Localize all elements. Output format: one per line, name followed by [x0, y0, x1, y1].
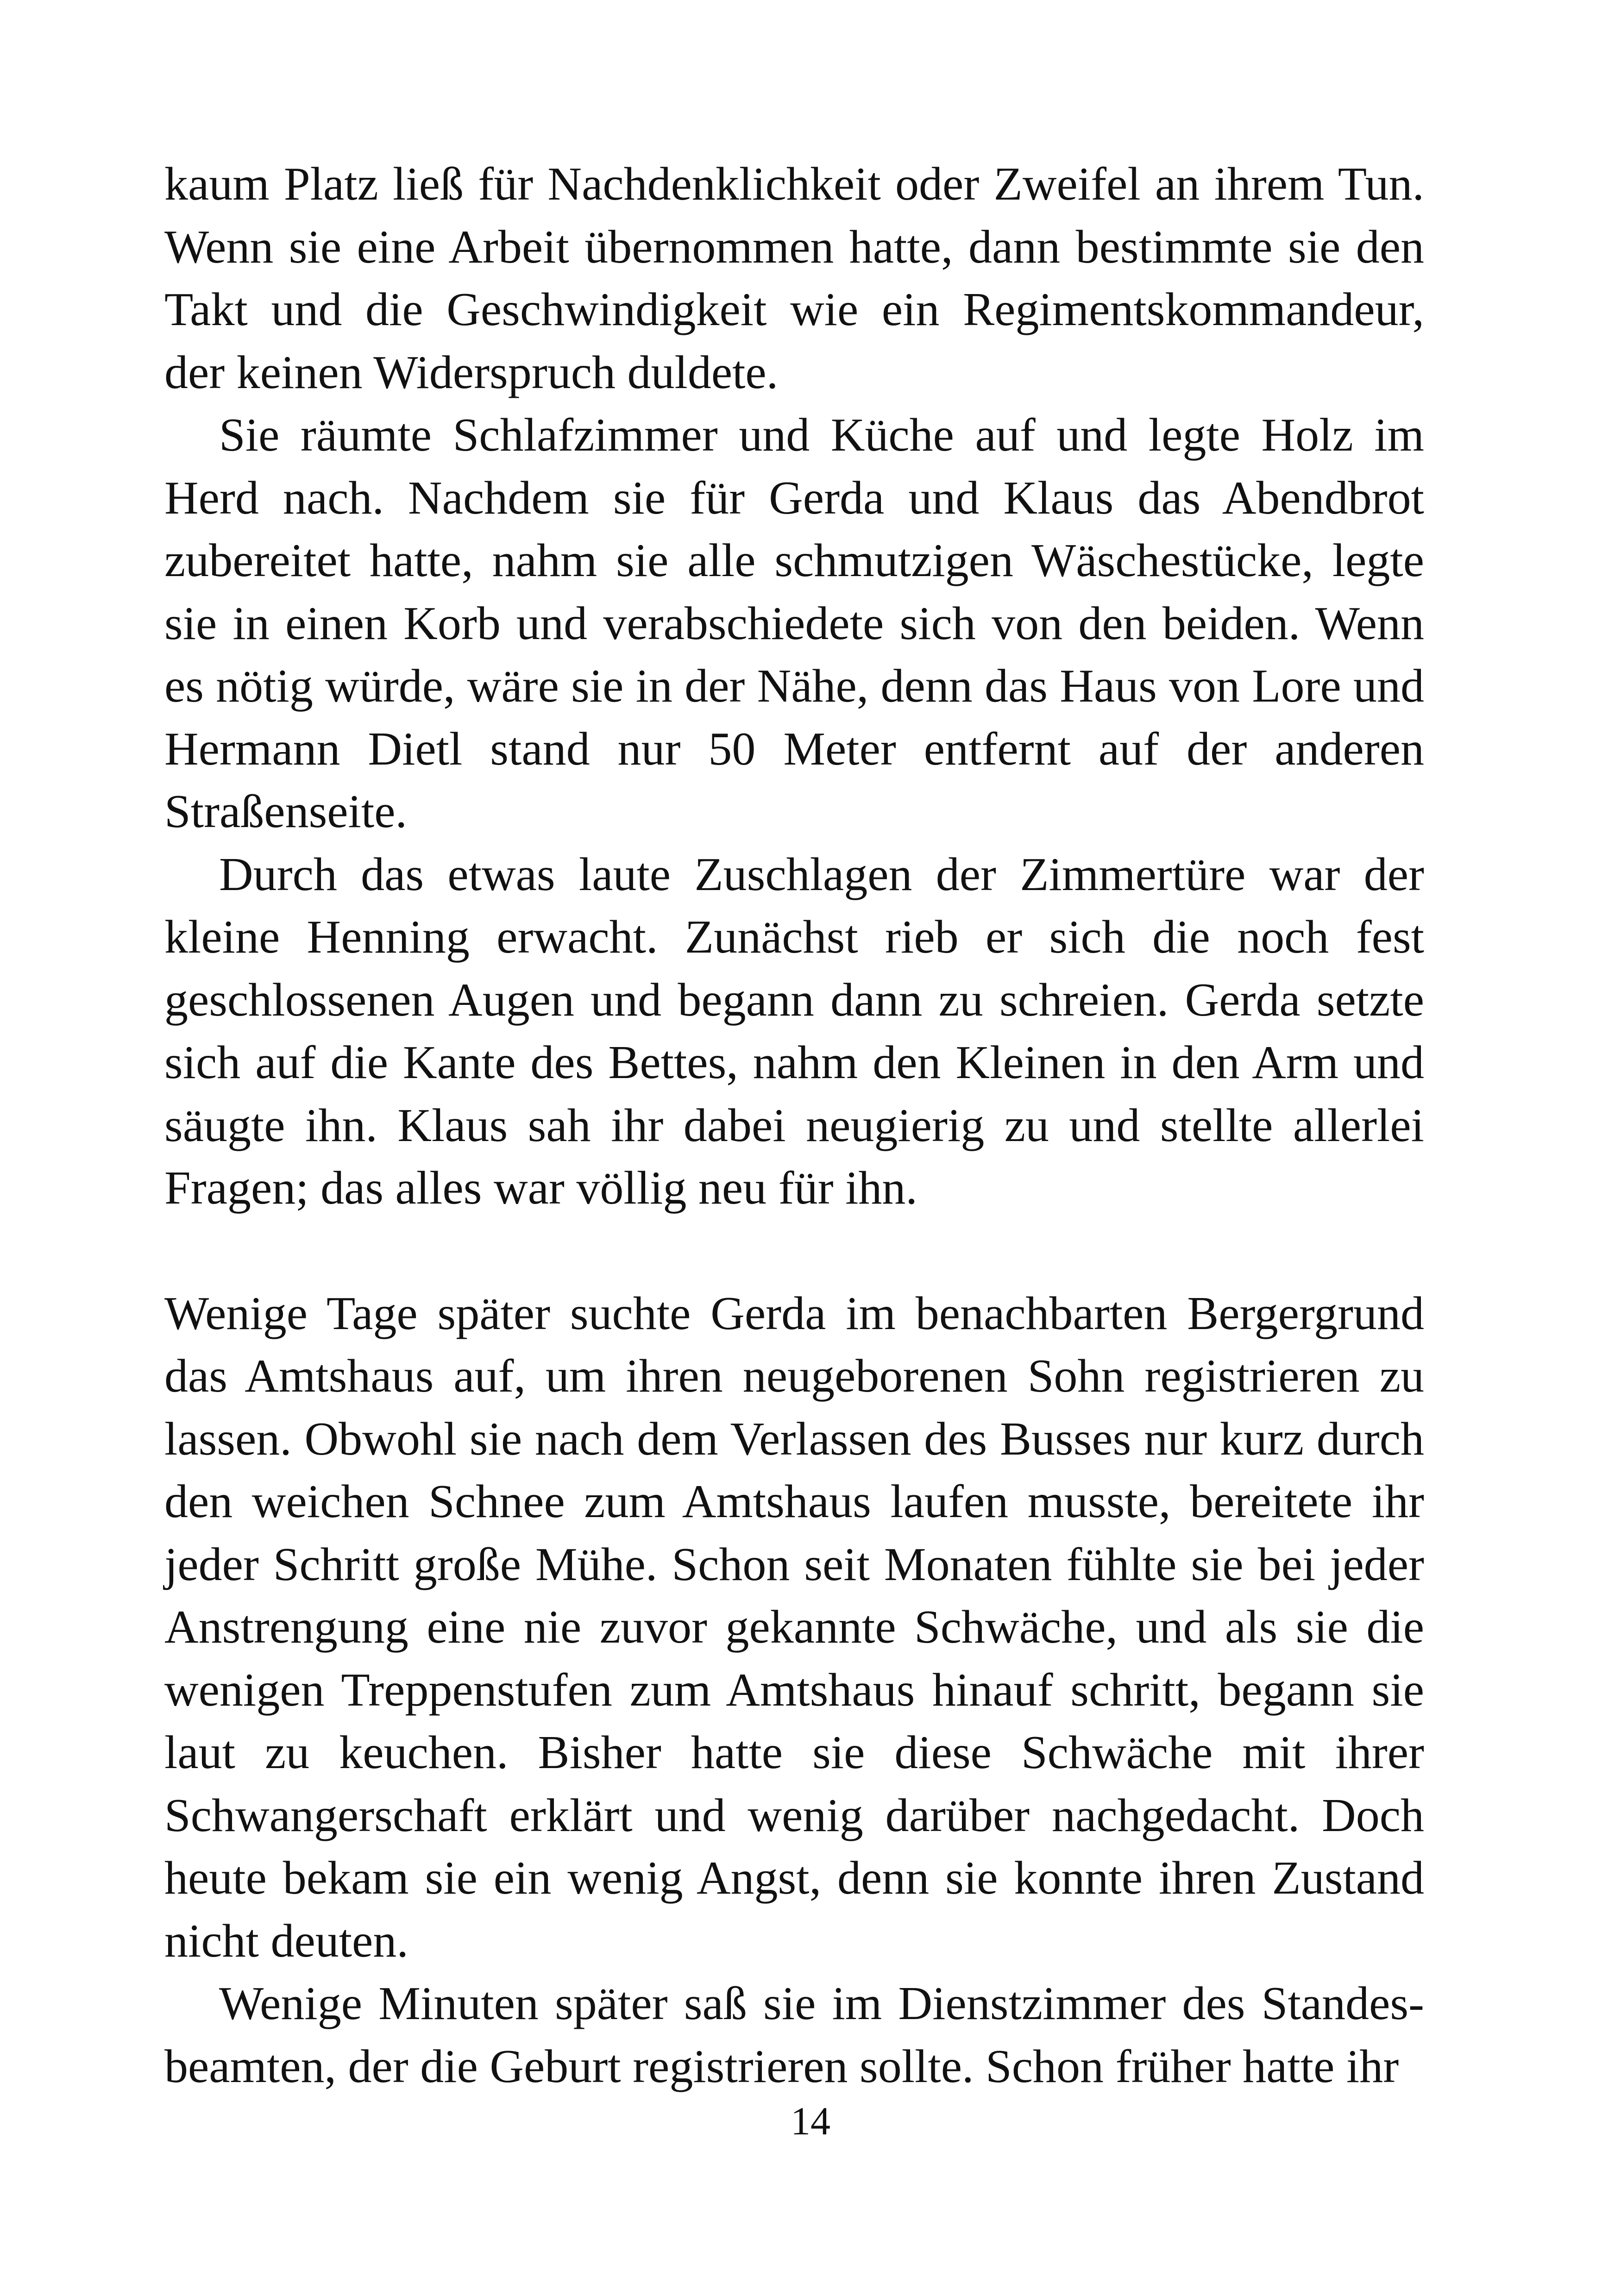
body-text [164, 153, 1424, 2098]
paragraph-section-start: Wenige Tage später suchte Gerda im benachbarten Bergergrund das Amtshaus auf, um ihren neugeborenen Sohn registrieren zu lassen. Obwohl sie nach dem Verlassen des Busses nur kurz durch den weichen Schnee zum Amtshaus laufen musste, bereitete ihr jeder Schritt große Mühe. Schon seit Monaten fühlte sie bei jeder Anstrengung eine nie zuvor gekannte Schwäche, und als sie die wenigen Treppenstufen zum Amtshaus hinauf schritt, begann sie laut zu keuchen. Bisher hatte sie diese Schwäche mit ihrer Schwangerschaft erklärt und wenig darüber nachgedacht. Doch heute bekam sie ein wenig Angst, denn sie konnte ihren Zustand nicht deuten. [164, 1287, 1424, 1967]
paragraph-continued: kaum Platz ließ für Nachdenklichkeit oder Zweifel an ihrem Tun. Wenn sie eine Arbeit übernommen hatte, dann bestimmte sie den Takt und die Geschwindigkeit wie ein Regimentskommandeur, der keinen Widerspruch duldete. [164, 158, 1424, 399]
paragraph: Wenige Minuten später saß sie im Dienstzimmer des Standesbeamten, der die Geburt registrieren sollte. Schon früher hatte ihr [164, 1977, 1424, 2093]
paragraph: Sie räumte Schlafzimmer und Küche auf und legte Holz im Herd nach. Nachdem sie für Gerda und Klaus das Abendbrot zubereitet hatte, nahm sie alle schmutzigen Wäschestücke, legte sie in einen Korb und verabschiedete sich von den beiden. Wenn es nötig würde, wäre sie in der Nähe, denn das Haus von Lore und Hermann Dietl stand nur 50 Meter entfernt auf der anderen Straßenseite. [164, 409, 1424, 838]
page-number: 14 [791, 2099, 830, 2143]
paragraph: Durch das etwas laute Zuschlagen der Zimmertüre war der kleine Henning erwacht. Zunächst rieb er sich die noch fest geschlossenen Augen und begann dann zu schreien. Gerda setzte sich auf die Kante des Bettes, nahm den Kleinen in den Arm und säugte ihn. Klaus sah ihr dabei neugierig zu und stellte allerlei Fragen; das alles war völlig neu für ihn. [164, 848, 1424, 1214]
